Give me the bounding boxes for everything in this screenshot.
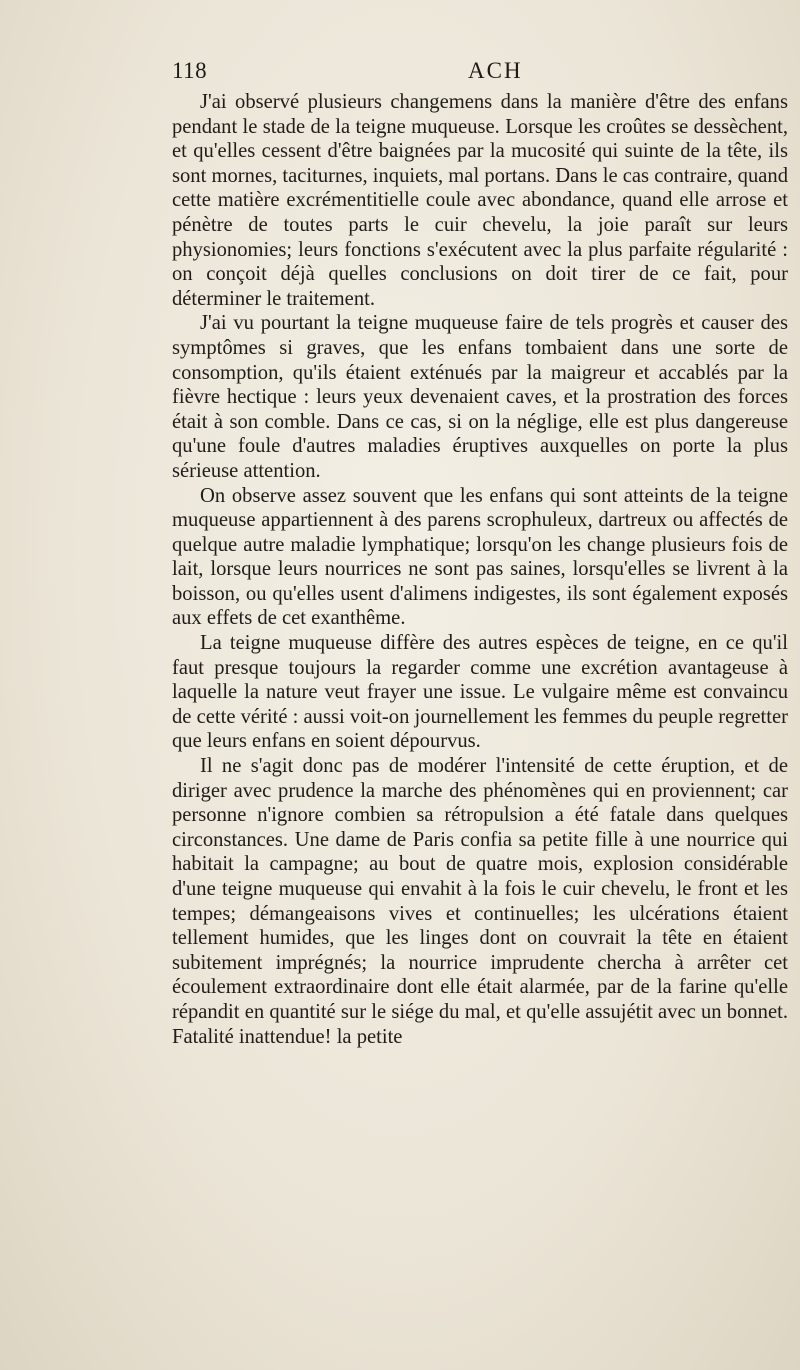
- page-number: 118: [172, 58, 208, 83]
- paragraph: J'ai vu pourtant la teigne muqueuse faire de tels progrès et causer des symptômes si graves, que les enfans tombaient dans une sorte de consomption, qu'ils étaient exténués par la maigreur et accablés par la fièvre hectique : leurs yeux devenaient caves, et la prostration des forces était à son comble. Dans ce cas, si on la néglige, elle est plus dangereuse qu'une foule d'autres maladies éruptives auxquelles on porte la plus sérieuse attention.: [172, 312, 788, 482]
- running-head: ACH: [468, 58, 523, 83]
- blank-bottom-margin: [0, 1222, 800, 1370]
- body-text: [172, 90, 788, 1049]
- page-header: [172, 58, 792, 88]
- paragraph: J'ai observé plusieurs changemens dans la manière d'être des enfans pendant le stade de la teigne muqueuse. Lorsque les croûtes se dessèchent, et qu'elles cessent d'être baignées par la mucosité qui suinte de la tête, ils sont mornes, taciturnes, inquiets, mal portans. Dans le cas contraire, quand cette matière excrémentitielle coule avec abondance, quand elle arrose et pénètre de toutes parts le cuir chevelu, la joie paraît sur leurs physionomies; leurs fonctions s'exécutent avec la plus parfaite régularité : on conçoit déjà quelles conclusions on doit tirer de ce fait, pour déterminer le traitement.: [172, 91, 788, 310]
- paragraph: Il ne s'agit donc pas de modérer l'intensité de cette éruption, et de diriger avec prudence la marche des phénomènes qui en proviennent; car personne n'ignore combien sa rétropulsion a été fatale dans quelques circonstances. Une dame de Paris confia sa petite fille à une nourrice qui habitait la campagne; au bout de quatre mois, explosion considérable d'une teigne muqueuse qui envahit à la fois le cuir chevelu, le front et les tempes; démangeaisons vives et continuelles; les ulcérations étaient tellement humides, que les linges dont on couvrait la tête en étaient subitement imprégnés; la nourrice imprudente chercha à arrêter cet écoulement extraordinaire dont elle était alarmée, par de la farine qu'elle répandit en quantité sur le siége du mal, et qu'elle assujétit avec un bonnet. Fatalité inattendue! la petite: [172, 755, 788, 1048]
- paragraph: On observe assez souvent que les enfans qui sont atteints de la teigne muqueuse appartiennent à des parens scrophuleux, dartreux ou affectés de quelque autre maladie lymphatique; lorsqu'on les change plusieurs fois de lait, lorsque leurs nourrices ne sont pas saines, lorsqu'elles se livrent à la boisson, ou qu'elles usent d'alimens indigestes, ils sont également exposés aux effets de cet exanthême.: [172, 484, 788, 630]
- paragraph: La teigne muqueuse diffère des autres espèces de teigne, en ce qu'il faut presque toujours la regarder comme une excrétion avantageuse à laquelle la nature veut frayer une issue. Le vulgaire même est convaincu de cette vérité : aussi voit-on journellement les femmes du peuple regretter que leurs enfans en soient dépourvus.: [172, 632, 788, 753]
